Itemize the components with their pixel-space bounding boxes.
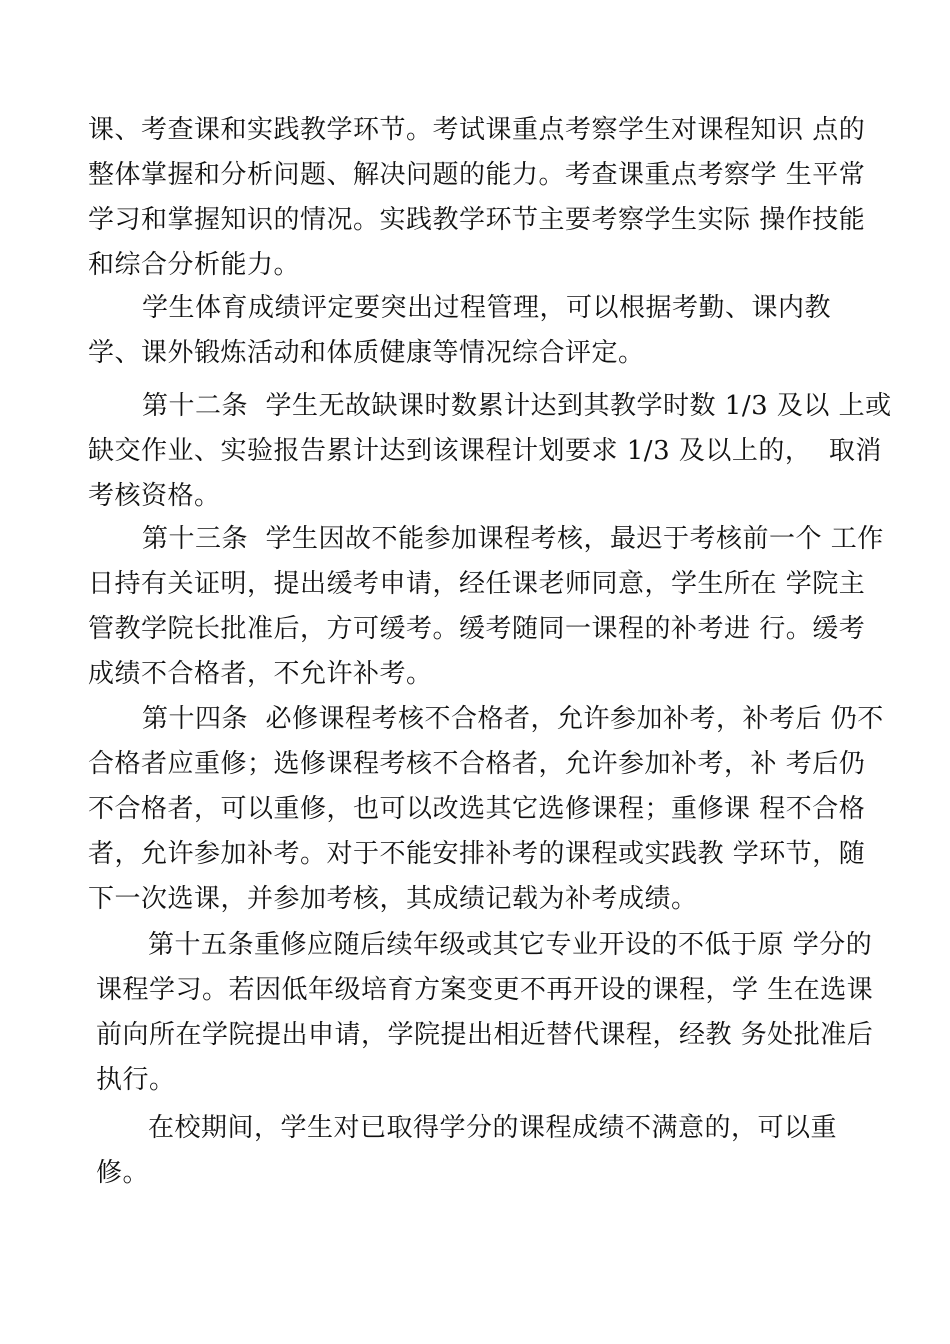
paragraph-line: 第十二条 学生无故缺课时数累计达到其教学时数 1/3 及以 上或 xyxy=(142,391,892,421)
paragraph-line: 第十三条 学生因故不能参加课程考核，最迟于考核前一个 工作 xyxy=(142,524,884,554)
paragraph-line: 修。 xyxy=(96,1158,150,1188)
paragraph-line: 合格者应重修；选修课程考核不合格者，允许参加补考，补 考后仍 xyxy=(88,749,866,779)
paragraph-article-14 xyxy=(88,697,884,922)
paragraph-line: 第十四条 必修课程考核不合格者，允许参加补考，补考后 仍不 xyxy=(142,704,884,734)
paragraph-article-12 xyxy=(88,384,892,519)
paragraph-line: 下一次选课，并参加考核，其成绩记载为补考成绩。 xyxy=(88,884,698,914)
paragraph-line: 整体掌握和分析问题、解决问题的能力。考查课重点考察学 生平常 xyxy=(88,160,866,190)
paragraph-line: 成绩不合格者，不允许补考。 xyxy=(88,659,433,689)
paragraph-line: 管教学院长批准后，方可缓考。缓考随同一课程的补考进 行。缓考 xyxy=(88,614,866,644)
paragraph-line: 执行。 xyxy=(96,1065,176,1095)
paragraph-line: 学、课外锻炼活动和体质健康等情况综合评定。 xyxy=(88,338,645,368)
paragraph-line: 第十五条重修应随后续年级或其它专业开设的不低于原 学分的 xyxy=(148,930,873,960)
paragraph-retake-note xyxy=(96,1106,886,1196)
paragraph-line: 前向所在学院提出申请，学院提出相近替代课程，经教 务处批准后 xyxy=(96,1020,874,1050)
paragraph-line: 不合格者，可以重修，也可以改选其它选修课程；重修课 程不合格 xyxy=(88,794,866,824)
paragraph-exam-types xyxy=(88,108,878,288)
paragraph-line: 考核资格。 xyxy=(88,481,221,511)
paragraph-line: 课、考查课和实践教学环节。考试课重点考察学生对课程知识 点的 xyxy=(88,115,866,145)
paragraph-line: 课程学习。若因低年级培育方案变更不再开设的课程，学 生在选课 xyxy=(96,975,874,1005)
paragraph-line: 缺交作业、实验报告累计达到该课程计划要求 1/3 及以上的， 取消 xyxy=(88,436,882,466)
paragraph-article-13 xyxy=(88,517,884,697)
paragraph-pe-grading xyxy=(88,286,878,376)
paragraph-line: 学生体育成绩评定要突出过程管理，可以根据考勤、课内教 xyxy=(142,293,832,323)
paragraph-line: 者，允许参加补考。对于不能安排补考的课程或实践教 学环节，随 xyxy=(88,839,866,869)
paragraph-line: 学习和掌握知识的情况。实践教学环节主要考察学生实际 操作技能 xyxy=(88,205,866,235)
paragraph-line: 日持有关证明，提出缓考申请，经任课老师同意，学生所在 学院主 xyxy=(88,569,866,599)
paragraph-line: 在校期间，学生对已取得学分的课程成绩不满意的，可以重 xyxy=(148,1113,838,1143)
paragraph-line: 和综合分析能力。 xyxy=(88,250,301,280)
paragraph-article-15 xyxy=(96,923,886,1103)
